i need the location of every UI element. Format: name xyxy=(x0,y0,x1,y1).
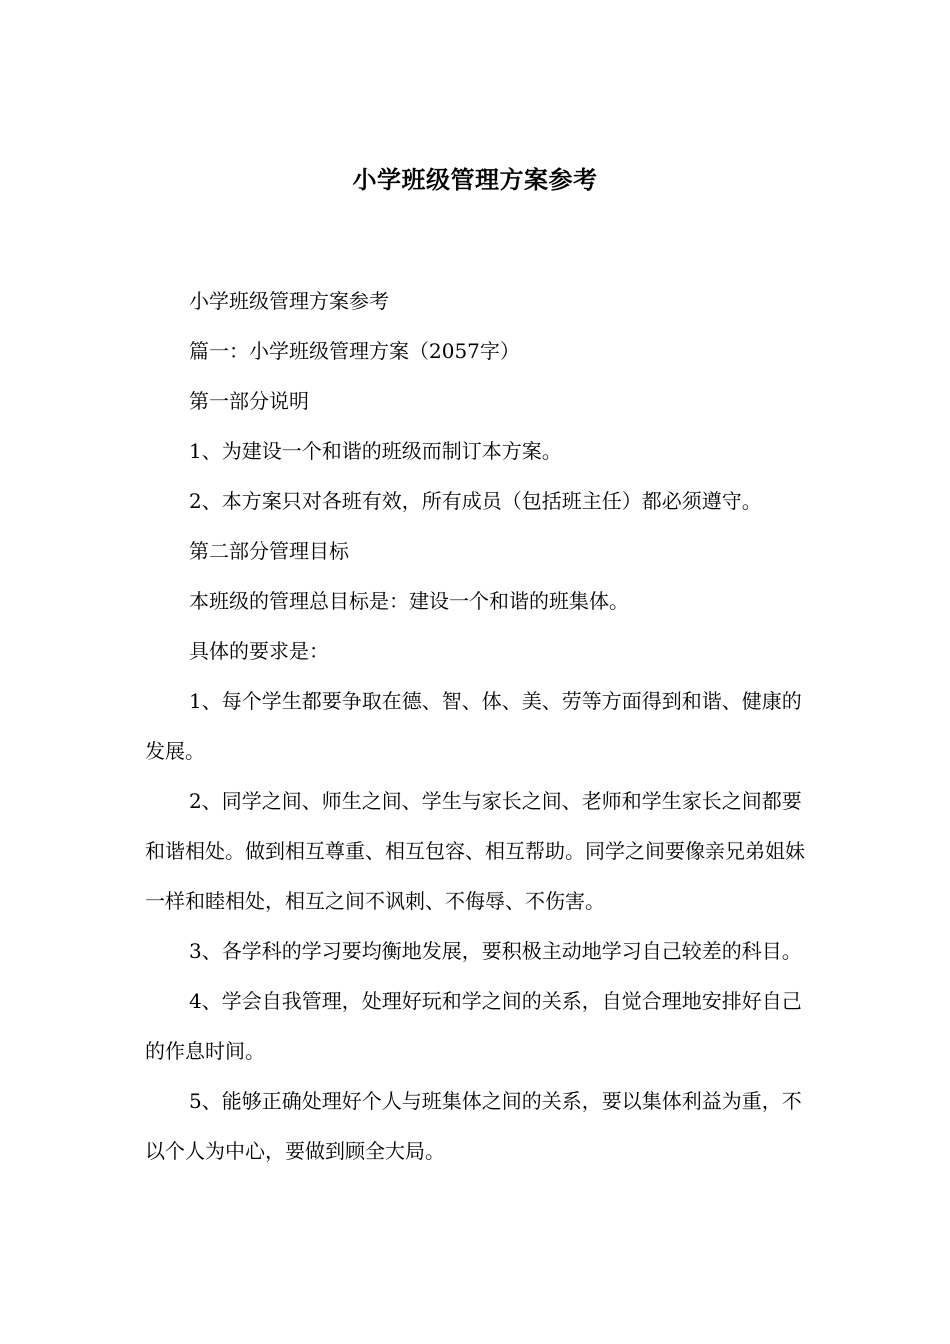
paragraph-item: 1、为建设一个和谐的班级而制订本方案。 xyxy=(189,439,562,463)
paragraph-goal: 本班级的管理总目标是：建设一个和谐的班集体。 xyxy=(189,589,629,613)
document-body xyxy=(145,276,817,1176)
paragraph-doc-heading: 小学班级管理方案参考 xyxy=(189,289,389,313)
paragraph-requirement: 2、同学之间、师生之间、学生与家长之间、老师和学生家长之间都要和谐相处。做到相互尊重、相互包容、相互帮助。同学之间要像亲兄弟姐妹一样和睦相处，相互之间不讽刺、不侮辱、不伤害。 xyxy=(145,789,805,913)
document-title: 小学班级管理方案参考 xyxy=(352,166,598,194)
paragraph-section-two-heading: 第二部分管理目标 xyxy=(189,539,349,563)
paragraph-article-heading: 篇一：小学班级管理方案（2057字） xyxy=(189,339,520,363)
paragraph-requirement: 4、学会自我管理，处理好玩和学之间的关系，自觉合理地安排好自己的作息时间。 xyxy=(145,989,802,1063)
paragraph-requirement: 5、能够正确处理好个人与班集体之间的关系，要以集体利益为重，不以个人为中心，要做到顾全大局。 xyxy=(145,1089,802,1163)
paragraph-requirement: 1、每个学生都要争取在德、智、体、美、劳等方面得到和谐、健康的发展。 xyxy=(145,689,802,763)
paragraph-requirements-intro: 具体的要求是： xyxy=(189,639,329,663)
paragraph-requirement: 3、各学科的学习要均衡地发展，要积极主动地学习自己较差的科目。 xyxy=(189,939,802,963)
paragraph-section-one-heading: 第一部分说明 xyxy=(189,389,309,413)
paragraph-item: 2、本方案只对各班有效，所有成员（包括班主任）都必须遵守。 xyxy=(189,489,762,513)
